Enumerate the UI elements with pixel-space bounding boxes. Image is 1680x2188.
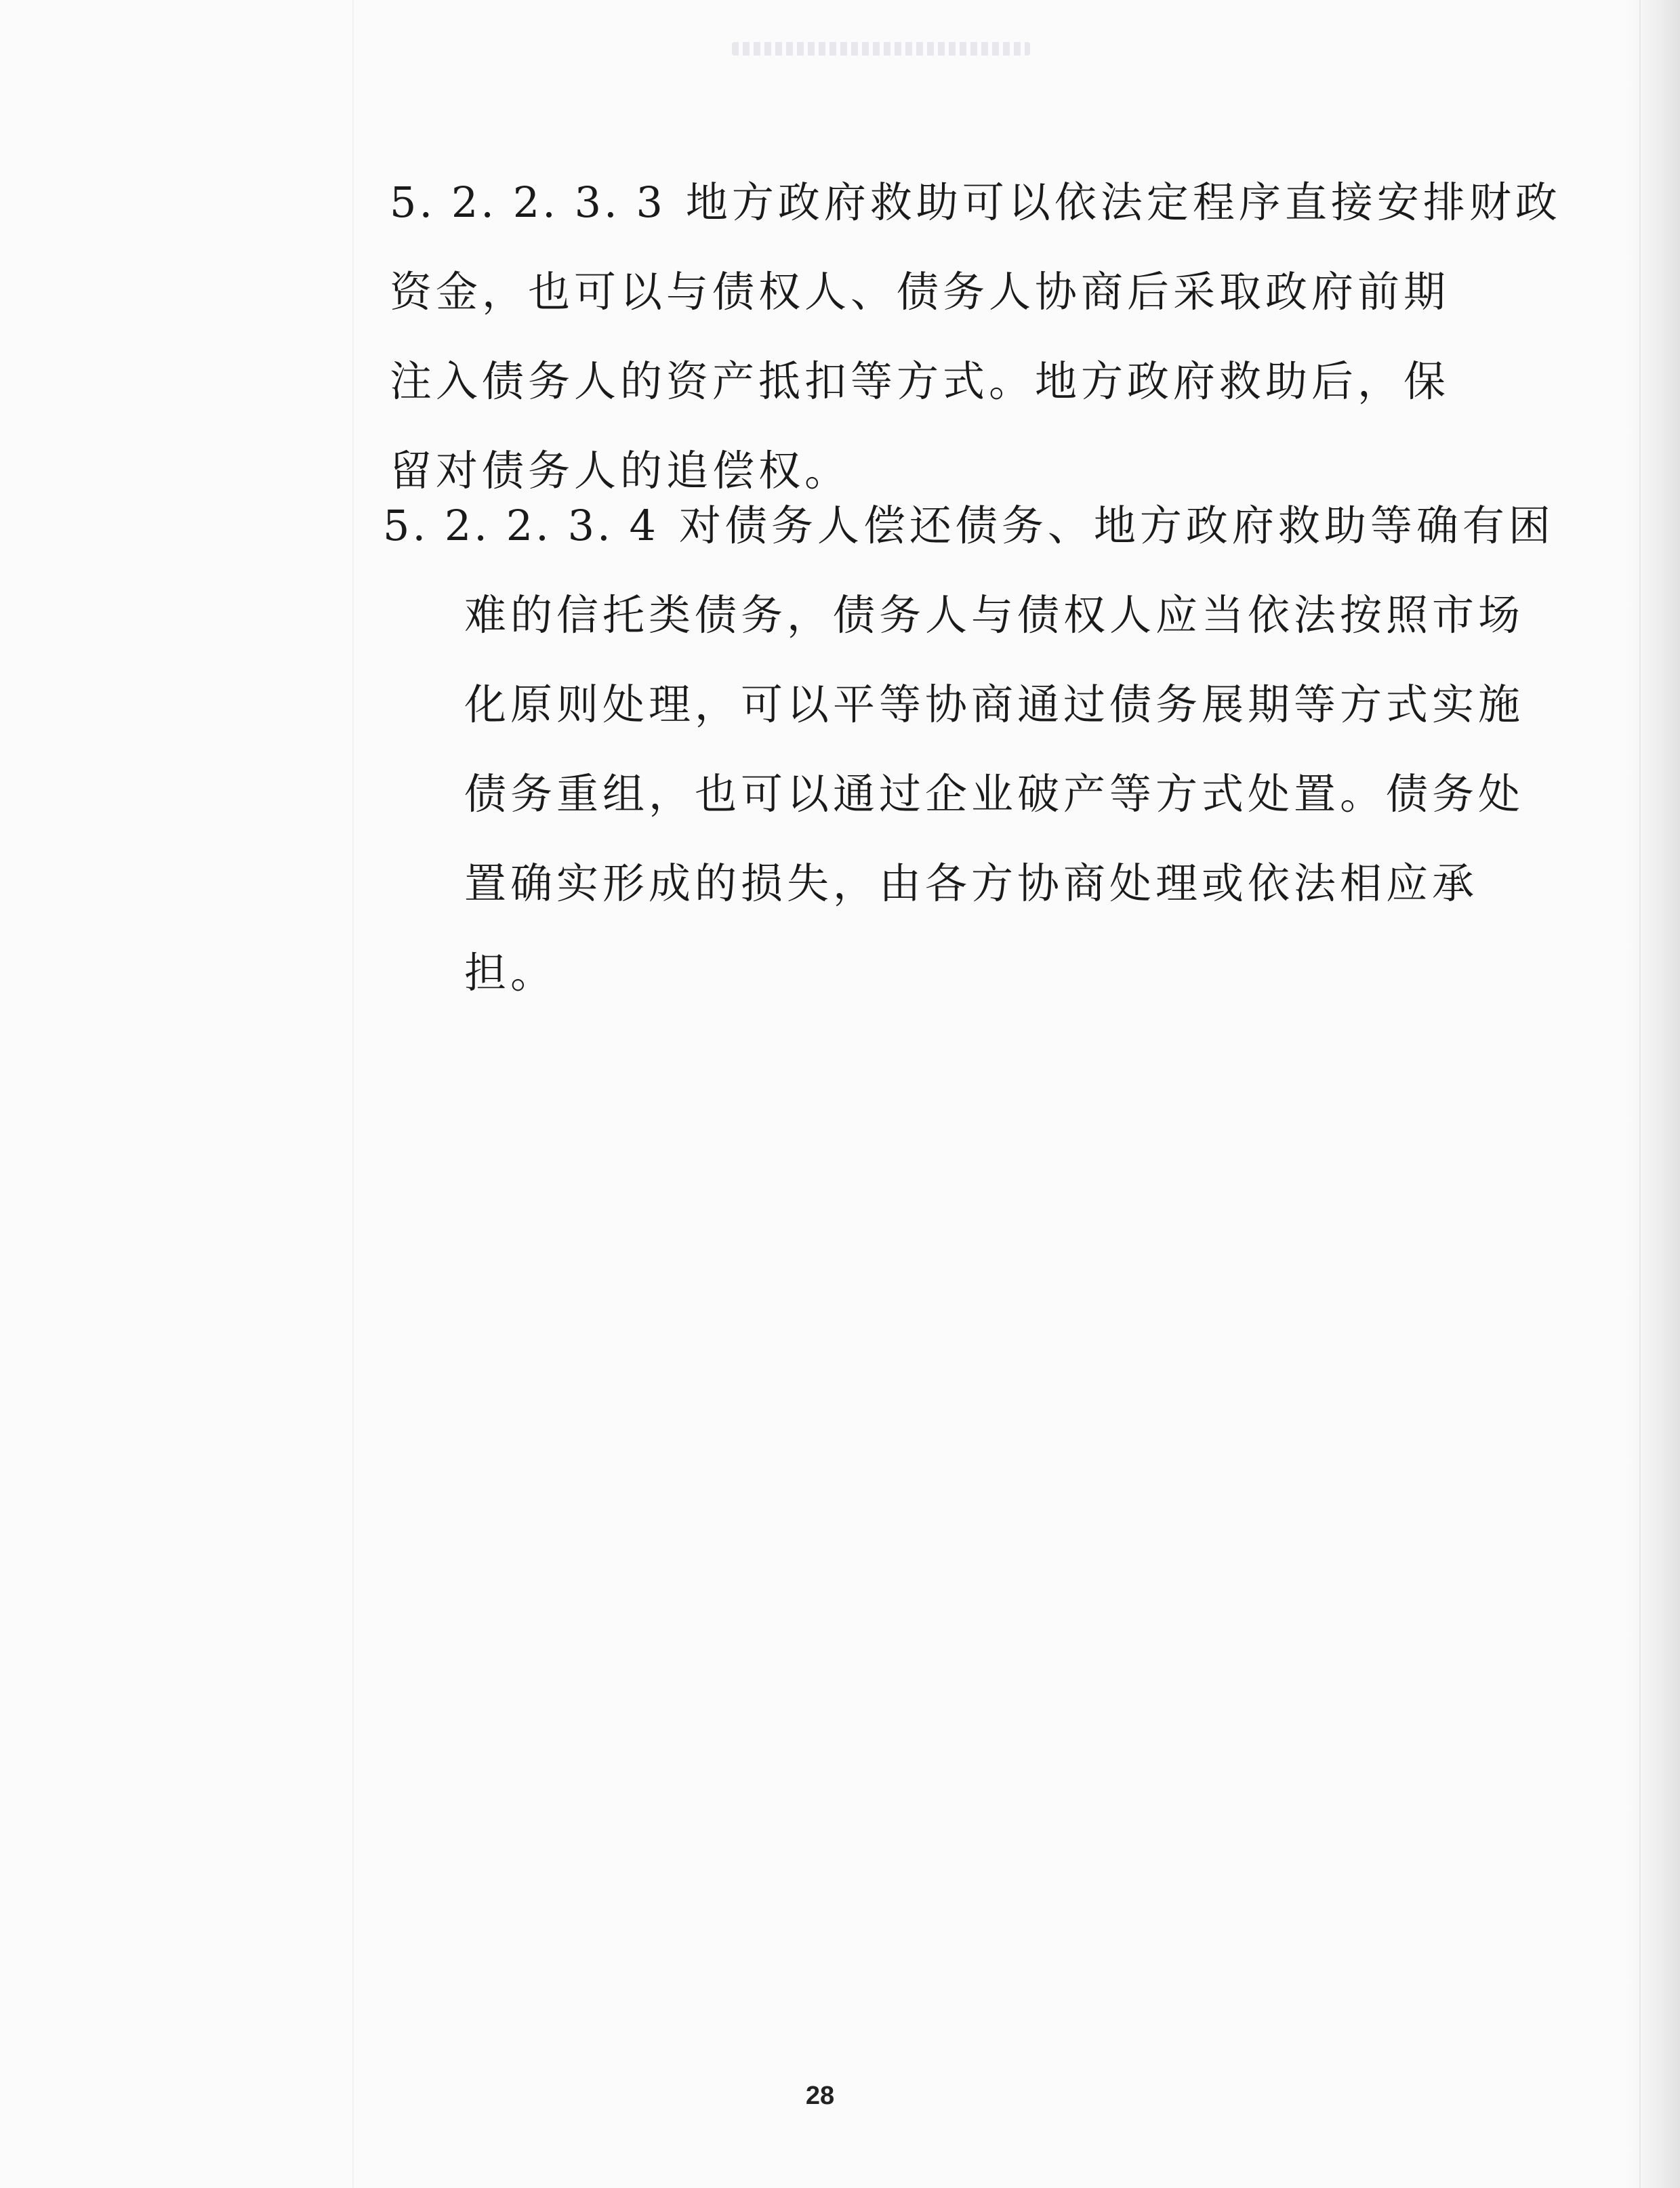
section-number: 5. 2. 2. 3. 4 [383, 501, 659, 550]
paragraph-line: 债务重组，也可以通过企业破产等方式处置。债务处 [464, 769, 1525, 819]
paragraph-line: 置确实形成的损失，由各方协商处理或依法相应承 [464, 859, 1479, 908]
header-stamp-mark [732, 42, 1030, 56]
paragraph-line [390, 158, 1561, 247]
paragraph-text: 地方政府救助可以依法定程序直接安排财政 [685, 178, 1561, 227]
page-edge-line [1639, 0, 1641, 2188]
paragraph-line: 资金，也可以与债权人、债务人协商后采取政府前期 [390, 267, 1450, 316]
page-edge-shadow [1626, 0, 1680, 2188]
paragraph-5-2-2-3-4 [383, 481, 1555, 1018]
paragraph-line: 化原则处理，可以平等协商通过债务展期等方式实施 [464, 680, 1525, 729]
page-number: 28 [805, 2082, 835, 2110]
paragraph-line: 难的信托类债务，债务人与债权人应当依法按照市场 [464, 590, 1525, 640]
paragraph-text: 对债务人偿还债务、地方政府救助等确有困 [678, 501, 1555, 550]
paragraph-line [383, 481, 1555, 571]
section-number: 5. 2. 2. 3. 3 [390, 178, 665, 227]
paragraph-line: 留对债务人的追偿权。 [390, 446, 851, 495]
paragraph-5-2-2-3-3 [390, 158, 1561, 516]
page-fold-line [352, 0, 354, 2188]
paragraph-line: 注入债务人的资产抵扣等方式。地方政府救助后，保 [390, 356, 1450, 406]
paragraph-line: 担。 [464, 948, 557, 997]
